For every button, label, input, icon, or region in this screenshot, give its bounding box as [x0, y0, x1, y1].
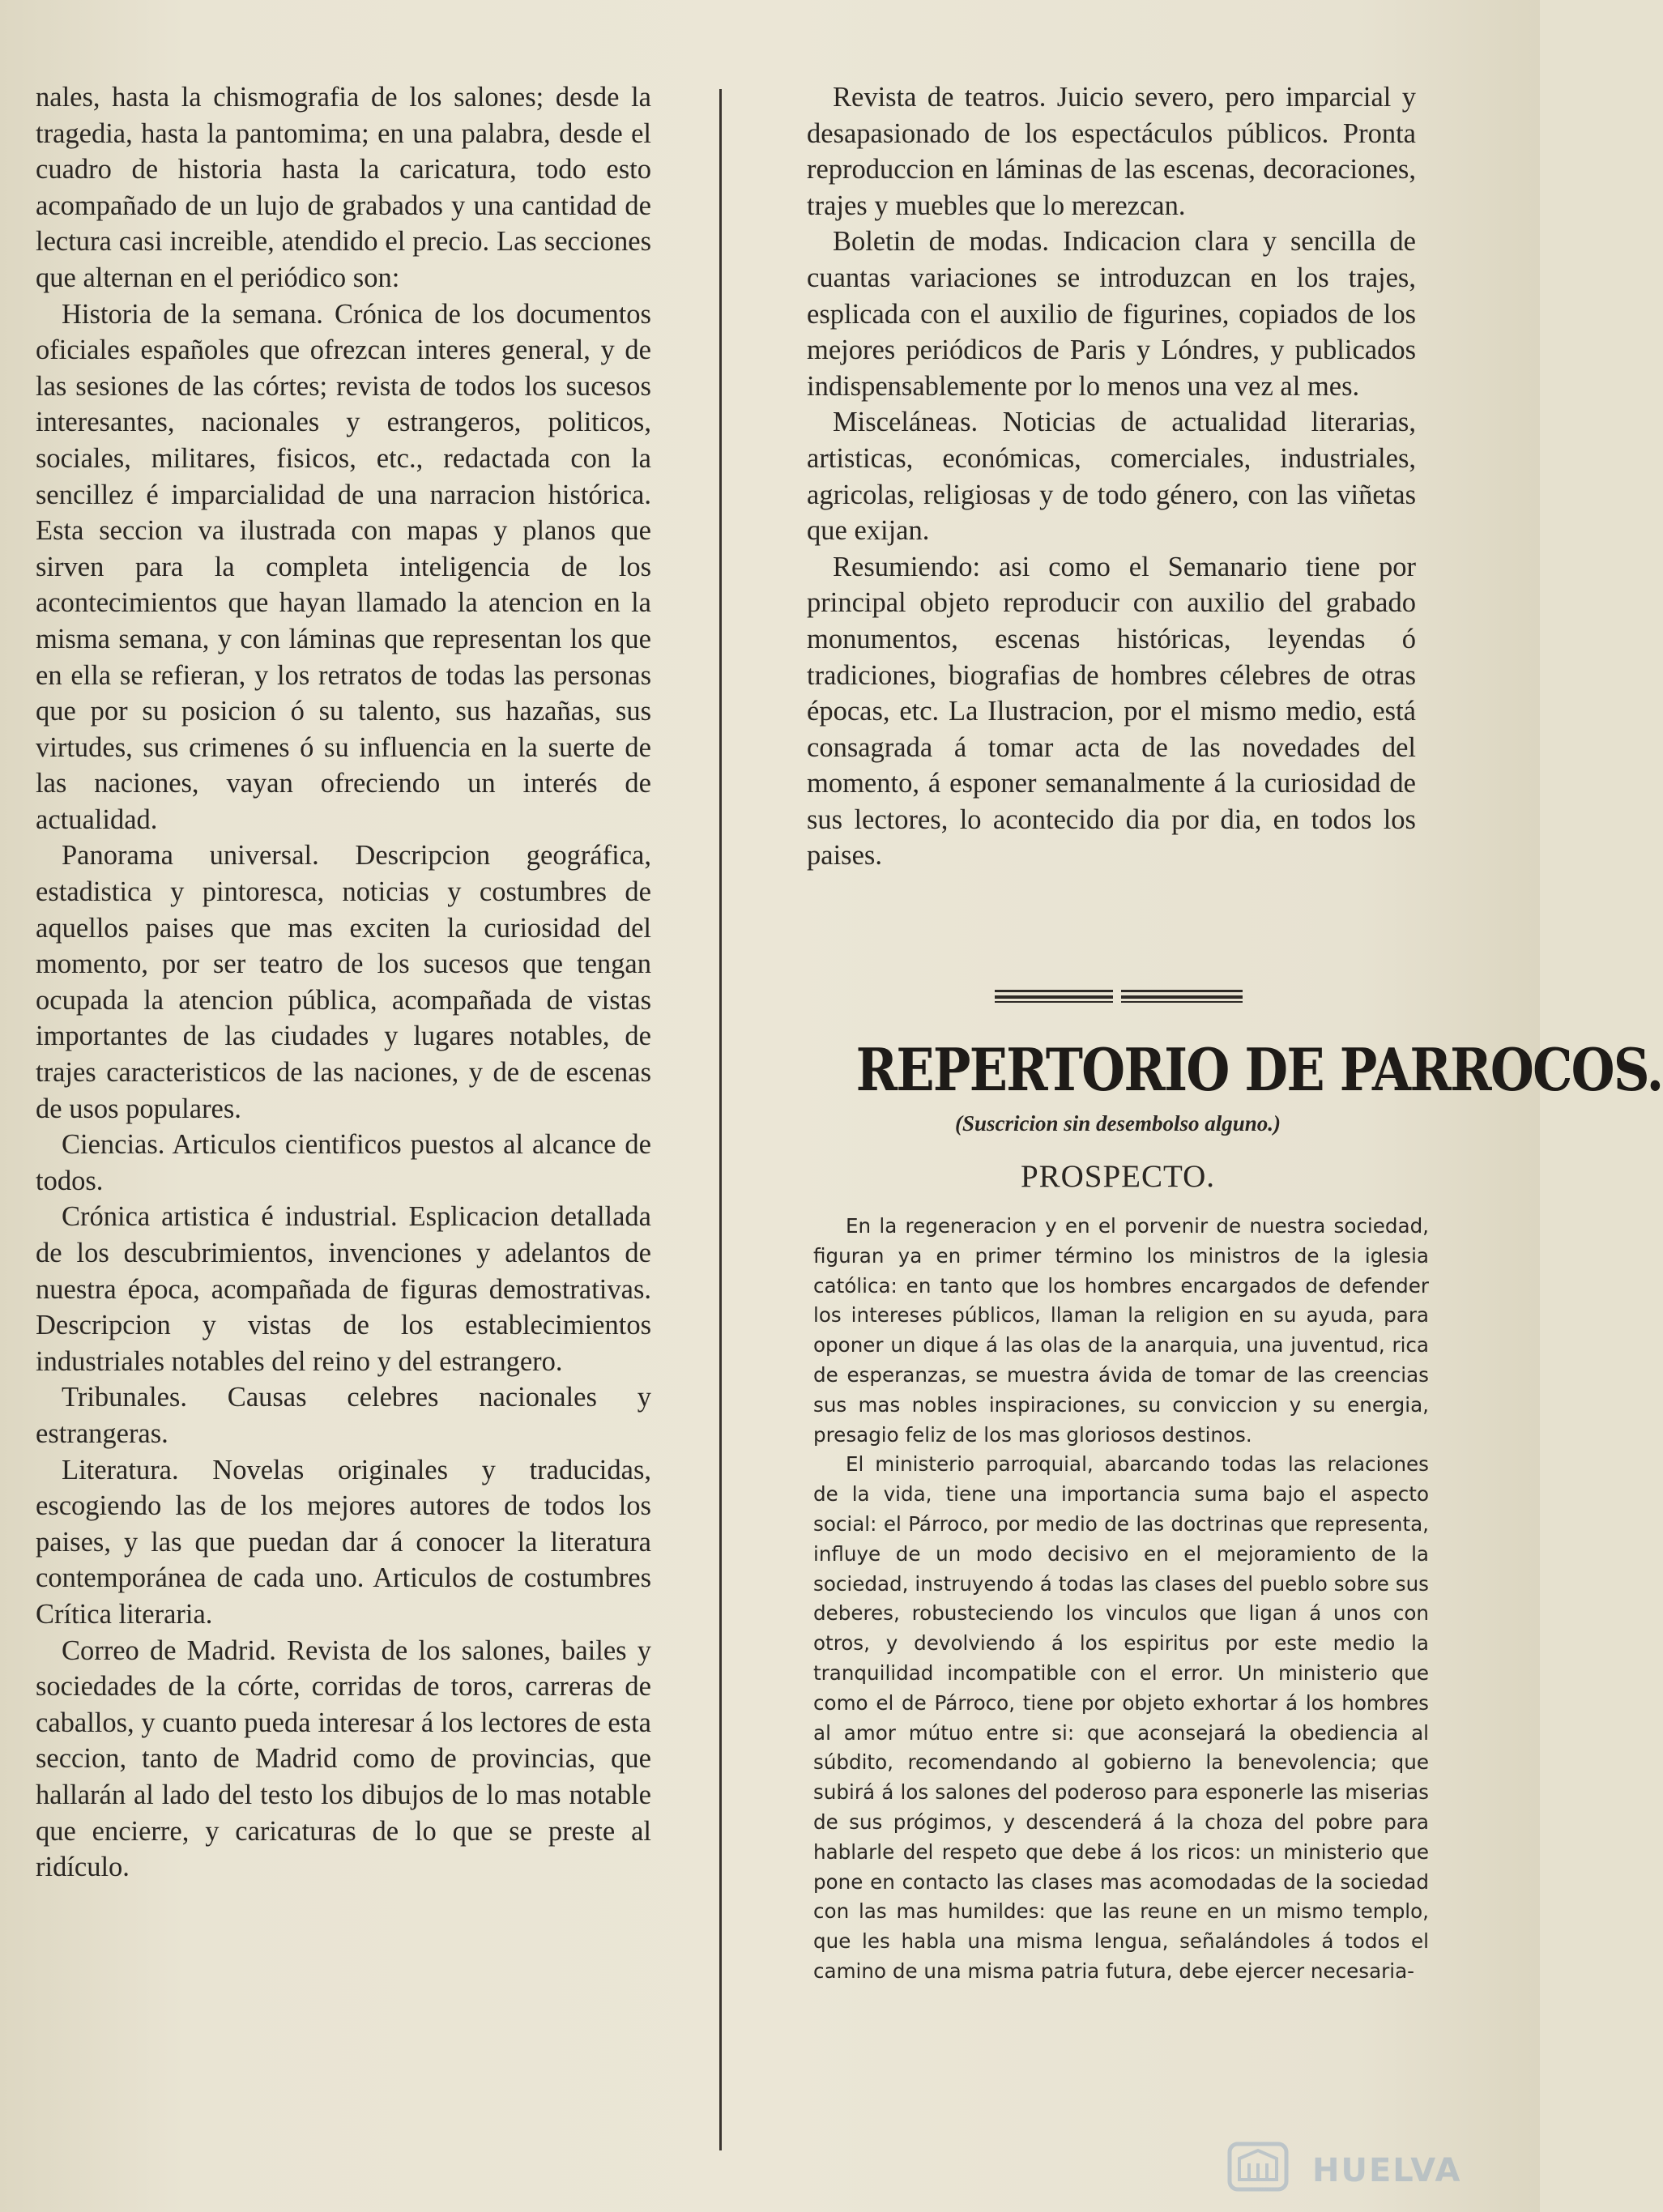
- library-watermark: [1215, 2126, 1462, 2199]
- left-paragraph: Historia de la semana. Crónica de los documentos oficiales españoles que ofrezcan interes general, y de las sesiones de las córtes; revista de todos los sucesos interesantes, nacionales y estrangeros, politicos, sociales, militares, fisicos, etc., redactada con la sencillez é imparcialidad de una narracion histórica. Esta seccion va ilustrada con mapas y planos que sirven para la completa inteligencia de los acontecimientos que hayan llamado la atencion en la misma semana, y con láminas que representan los que en ella se refieran, y los retratos de todas las personas que por su posicion ó su talento, sus hazañas, sus virtudes, sus crimenes ó su influencia en la suerte de las naciones, vayan ofreciendo un interés de actualidad.: [36, 298, 651, 835]
- left-paragraph: nales, hasta la chismografia de los salones; desde la tragedia, hasta la pantomima; en una palabra, desde el cuadro de historia hasta la caricatura, todo esto acompañado de un lujo de grabados y una cantidad de lectura casi increible, atendido el precio. Las secciones que alternan en el periódico son:: [36, 82, 651, 293]
- left-paragraph: Tribunales. Causas celebres nacionales y estrangeras.: [36, 1382, 651, 1449]
- left-paragraph: Panorama universal. Descripcion geográfica, estadistica y pintoresca, noticias y costumbres de aquellos paises que mas exciten la curiosidad del momento, por ser teatro de los sucesos que tengan ocupada la atencion pública, acompañada de vistas importantes de las ciudades y lugares notables, de trajes caracteristicos de las naciones, y de de escenas de usos populares.: [36, 840, 651, 1124]
- left-column: [36, 79, 651, 1886]
- watermark-emblem-icon: [1215, 2126, 1304, 2199]
- left-paragraph: Literatura. Novelas originales y traducidas, escogiendo las de los mejores autores de todos los paises, y las que puedan dar á conocer la literatura contemporánea de cada uno. Articulos de costumbres Crítica literaria.: [36, 1454, 651, 1630]
- section-title: REPERTORIO DE PARROCOS.: [855, 1035, 1663, 1104]
- section-separator-ornament: [995, 990, 1243, 1003]
- left-paragraph: Ciencias. Articulos cientificos puestos al alcance de todos.: [36, 1129, 651, 1196]
- right-paragraph: Revista de teatros. Juicio severo, pero imparcial y desapasionado de los espectáculos públicos. Pronta reproduccion en láminas de las escenas, decoraciones, trajes y muebles que lo merezcan.: [807, 82, 1416, 221]
- prospecto-paragraph: En la regeneracion y en el porvenir de nuestra sociedad, figuran ya en primer término los ministros de la iglesia católica: en tanto que los hombres encargados de defender los intereses públicos, llaman la religion en su ayuda, para oponer un dique á las olas de la anarquia, una juventud, rica de esperanzas, se muestra ávida de tomar de las creencias sus mas nobles inspiraciones, su conviccion y su energia, presagio feliz de los mas gloriosos destinos.: [813, 1214, 1429, 1447]
- right-paragraph: Boletin de modas. Indicacion clara y sencilla de cuantas variaciones se introduzcan en los trajes, esplicada con el auxilio de figurines, copiados de los mejores periódicos de Paris y Lóndres, y publicados indispensablemente por lo menos una vez al mes.: [807, 226, 1416, 402]
- right-column: [807, 79, 1416, 874]
- prospecto-body: [813, 1212, 1429, 1987]
- right-paragraph: Resumiendo: asi como el Semanario tiene por principal objeto reproducir con auxilio del grabado monumentos, escenas históricas, leyendas ó tradiciones, biografias de hombres célebres de otras épocas, etc. La Ilustracion, por el mismo medio, está consagrada á tomar acta de las novedades del momento, á esponer semanalmente á la curiosidad de sus lectores, lo acontecido dia por dia, en todos los paises.: [807, 551, 1416, 872]
- left-paragraph: Correo de Madrid. Revista de los salones, bailes y sociedades de la córte, corridas de toros, carreras de caballos, y cuanto pueda interesar á los lectores de esta seccion, tanto de Madrid como de provincias, que hallarán al lado del testo los dibujos de lo mas notable que encierre, y caricaturas de lo que se preste al ridículo.: [36, 1634, 651, 1883]
- prospecto-paragraph: El ministerio parroquial, abarcando todas las relaciones de la vida, tiene una importancia suma bajo el aspecto social: el Párroco, por medio de las doctrinas que representa, influye de un modo decisivo en el mejoramiento de la sociedad, instruyendo á todas las clases del pueblo sobre sus deberes, robusteciendo los vinculos que ligan á unos con otros, y devolviendo á los espiritus por este medio la tranquilidad incompatible con el error. Un ministerio que como el de Párroco, tiene por objeto exhortar á los hombres al amor mútuo entre si: que aconsejará la obediencia al súbdito, recomendando al gobierno la benevolencia; que subirá á los salones del poderoso para esponerle las miserias de sus prógimos, y descenderá á la choza del pobre para hablarle del respeto que debe á los ricos: un ministerio que pone en contacto las clases mas acomodadas de la sociedad con las mas humildes: que las reune en un mismo templo, que les habla una misma lengua, señalándoles á todos el camino de una misma patria futura, debe ejercer necesaria-: [813, 1452, 1429, 1983]
- watermark-text: HUELVA: [1312, 2152, 1462, 2189]
- right-paragraph: Misceláneas. Noticias de actualidad literarias, artisticas, económicas, comerciales, industriales, agricolas, religiosas y de todo género, con las viñetas que exijan.: [807, 407, 1416, 547]
- column-divider: [719, 89, 722, 2150]
- section-heading: PROSPECTO.: [1020, 1159, 1216, 1194]
- left-paragraph: Crónica artistica é industrial. Esplicacion detallada de los descubrimientos, invenciones y adelantos de nuestra época, acompañada de figuras demostrativas. Descripcion y vistas de los establecimientos industriales notables del reino y del estrangero.: [36, 1201, 651, 1377]
- section-subtitle: (Suscricion sin desembolso alguno.): [954, 1111, 1281, 1136]
